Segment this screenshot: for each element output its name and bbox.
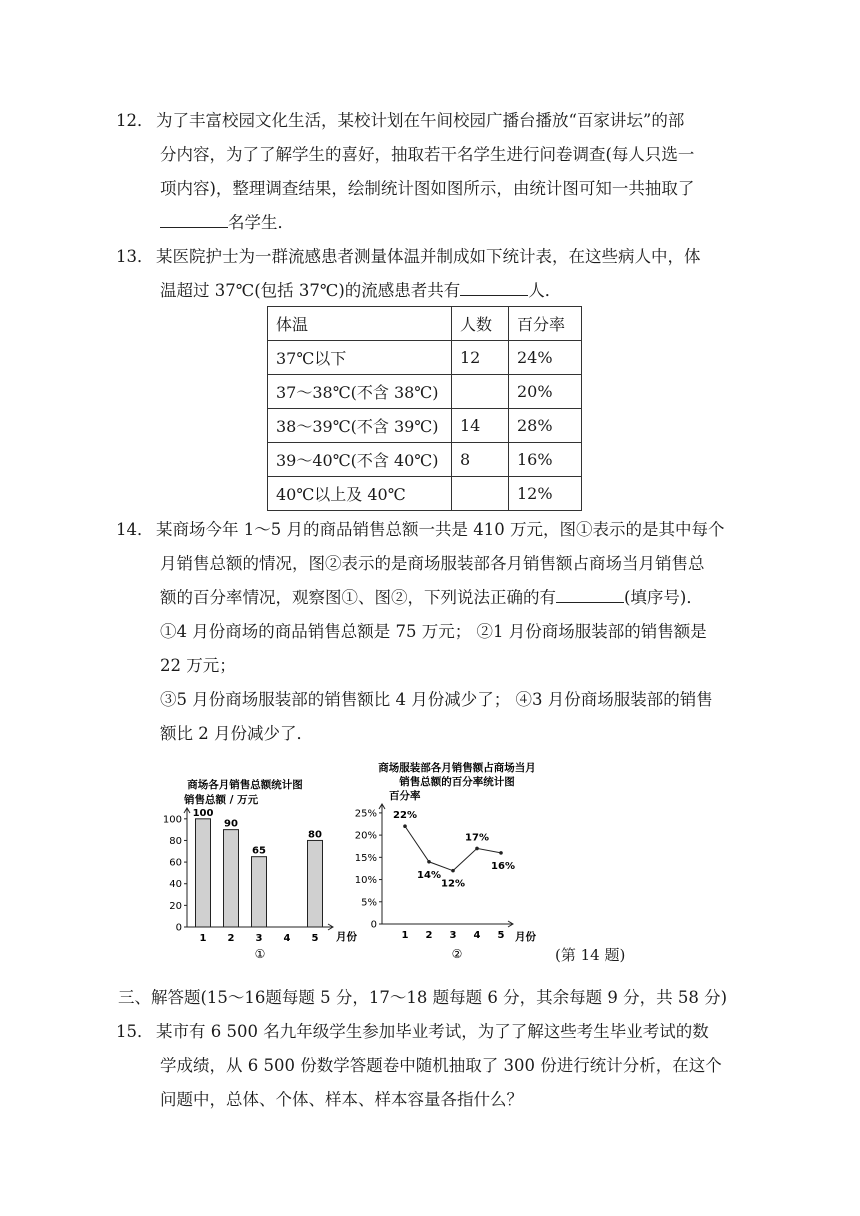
answer-blank [460, 279, 528, 296]
bar [308, 840, 323, 927]
question-text-line: 某市有 6 500 名九年级学生参加毕业考试，为了了解这些考生毕业考试的数 [156, 1022, 709, 1041]
figure-marker: ② [451, 947, 463, 961]
table-row [268, 375, 582, 409]
table-header: 体温 [268, 307, 452, 341]
y-tick-label: 25% [355, 808, 377, 820]
table-cell [452, 477, 509, 511]
table-cell: 16% [509, 443, 582, 477]
table-cell: 37℃以下 [268, 341, 452, 375]
question-14 [118, 513, 738, 751]
data-point [427, 860, 431, 864]
table-cell: 28% [509, 409, 582, 443]
data-point [499, 851, 503, 855]
question-text-line: ①4 月份商场的商品销售总额是 75 万元； ②1 月份商场服装部的销售额是 [160, 622, 707, 641]
table-header: 百分率 [509, 307, 582, 341]
bar [224, 830, 239, 927]
question-text-line: 额比 2 月份减少了． [160, 724, 313, 743]
x-tick-label: 1 [401, 930, 409, 941]
x-axis-label: 月份 [515, 931, 536, 943]
data-point [451, 869, 455, 873]
question-13 [118, 240, 738, 308]
table-cell: 40℃以上及 40℃ [268, 477, 452, 511]
bar-value-label: 100 [192, 807, 214, 819]
table-row [268, 477, 582, 511]
table-row [268, 443, 582, 477]
answer-blank [160, 211, 228, 228]
bar-value-label: 90 [224, 818, 238, 830]
figure-caption: (第 14 题) [555, 946, 626, 964]
question-12 [118, 104, 738, 240]
y-tick-label: 20 [169, 900, 182, 912]
question-number: 14． [116, 520, 154, 539]
temperature-table [267, 306, 582, 511]
question-text-line: 问题中，总体、个体、样本、样本容量各指什么？ [160, 1090, 523, 1109]
x-axis-label: 月份 [336, 931, 357, 943]
y-tick-label: 10% [355, 875, 377, 887]
table-row [268, 341, 582, 375]
x-tick-label: 5 [497, 930, 505, 941]
table-cell: 20% [509, 375, 582, 409]
point-value-label: 16% [491, 860, 515, 872]
chart-title-line: 销售总额的百分率统计图 [399, 776, 515, 788]
y-tick-label: 80 [169, 835, 182, 847]
question-text-line: 为了丰富校园文化生活，某校计划在午间校园广播台播放“百家讲坛”的部 [156, 111, 685, 130]
y-tick-label: 15% [355, 852, 377, 864]
table-cell: 14 [452, 409, 509, 443]
x-tick-label: 2 [227, 933, 235, 944]
point-value-label: 12% [441, 878, 465, 890]
figure-marker: ① [254, 947, 266, 961]
table-cell: 12% [509, 477, 582, 511]
x-tick-label: 3 [255, 933, 263, 944]
y-axis-label: 销售总额 / 万元 [184, 794, 259, 806]
chart-title-line: 商场服装部各月销售额占商场当月 [378, 762, 536, 774]
table-header-row [268, 307, 582, 341]
y-tick-label: 60 [169, 857, 182, 869]
x-tick-label: 4 [283, 933, 291, 944]
sales-bar-chart [150, 770, 360, 965]
question-text-line: 某医院护士为一群流感患者测量体温并制成如下统计表，在这些病人中，体 [156, 247, 701, 266]
chart-title: 商场各月销售总额统计图 [187, 779, 303, 791]
question-text-line: 月销售总额的情况，图②表示的是商场服装部各月销售额占商场当月销售总 [160, 554, 705, 573]
y-tick-label: 100 [162, 814, 182, 826]
question-number: 12． [116, 111, 154, 130]
question-15 [118, 1015, 738, 1117]
y-tick-label: 40 [169, 879, 182, 891]
data-point [475, 847, 479, 851]
point-value-label: 14% [417, 869, 441, 881]
section-heading: 三、解答题(15～16题每题 5 分，17～18 题每题 6 分，其余每题 9 分，共 58 分) [118, 988, 728, 1007]
x-tick-label: 1 [199, 933, 207, 944]
point-value-label: 22% [393, 810, 417, 822]
table-cell: 37～38℃(不含 38℃) [268, 375, 452, 409]
x-tick-label: 2 [425, 930, 433, 941]
y-axis-label: 百分率 [389, 790, 421, 802]
data-point [403, 824, 407, 828]
bar-value-label: 65 [252, 845, 266, 857]
question-text-line: 温超过 37℃(包括 37℃)的流感患者共有 人． [160, 281, 562, 300]
answer-blank [556, 586, 624, 603]
question-text-line: 22 万元； [160, 656, 236, 675]
point-value-label: 17% [465, 832, 489, 844]
x-tick-label: 4 [473, 930, 481, 941]
table-cell [452, 375, 509, 409]
y-tick-label: 0 [370, 919, 377, 931]
question-text-line: 额的百分率情况，观察图①、图②，下列说法正确的有 (填序号)． [160, 588, 703, 607]
question-text-line: 分内容，为了了解学生的喜好，抽取若干名学生进行问卷调查(每人只选一 [160, 145, 695, 164]
percentage-line-chart [355, 758, 545, 965]
table-cell: 12 [452, 341, 509, 375]
bar [196, 819, 211, 927]
y-tick-label: 20% [355, 830, 377, 842]
y-tick-label: 0 [175, 922, 182, 934]
question-text-line: 名学生． [118, 206, 738, 240]
bar [252, 857, 267, 927]
question-text-line: 项内容)，整理调查结果，绘制统计图如图所示，由统计图可知一共抽取了 [160, 179, 695, 198]
question-number: 13． [116, 247, 154, 266]
table-cell: 39～40℃(不含 40℃) [268, 443, 452, 477]
table-cell: 8 [452, 443, 509, 477]
question-number: 15． [116, 1022, 154, 1041]
x-tick-label: 3 [449, 930, 457, 941]
question-text-line: 某商场今年 1～5 月的商品销售总额一共是 410 万元，图①表示的是其中每个 [156, 520, 725, 539]
table-cell: 24% [509, 341, 582, 375]
table-header: 人数 [452, 307, 509, 341]
y-tick-label: 5% [361, 897, 377, 909]
table-cell: 38～39℃(不含 39℃) [268, 409, 452, 443]
x-tick-label: 5 [311, 933, 319, 944]
question-text-line: ③5 月份商场服装部的销售额比 4 月份减少了； ④3 月份商场服装部的销售 [160, 690, 713, 709]
question-text-line: 学成绩，从 6 500 份数学答题卷中随机抽取了 300 份进行统计分析，在这个 [160, 1056, 722, 1075]
bar-value-label: 80 [308, 829, 322, 841]
table-row [268, 409, 582, 443]
